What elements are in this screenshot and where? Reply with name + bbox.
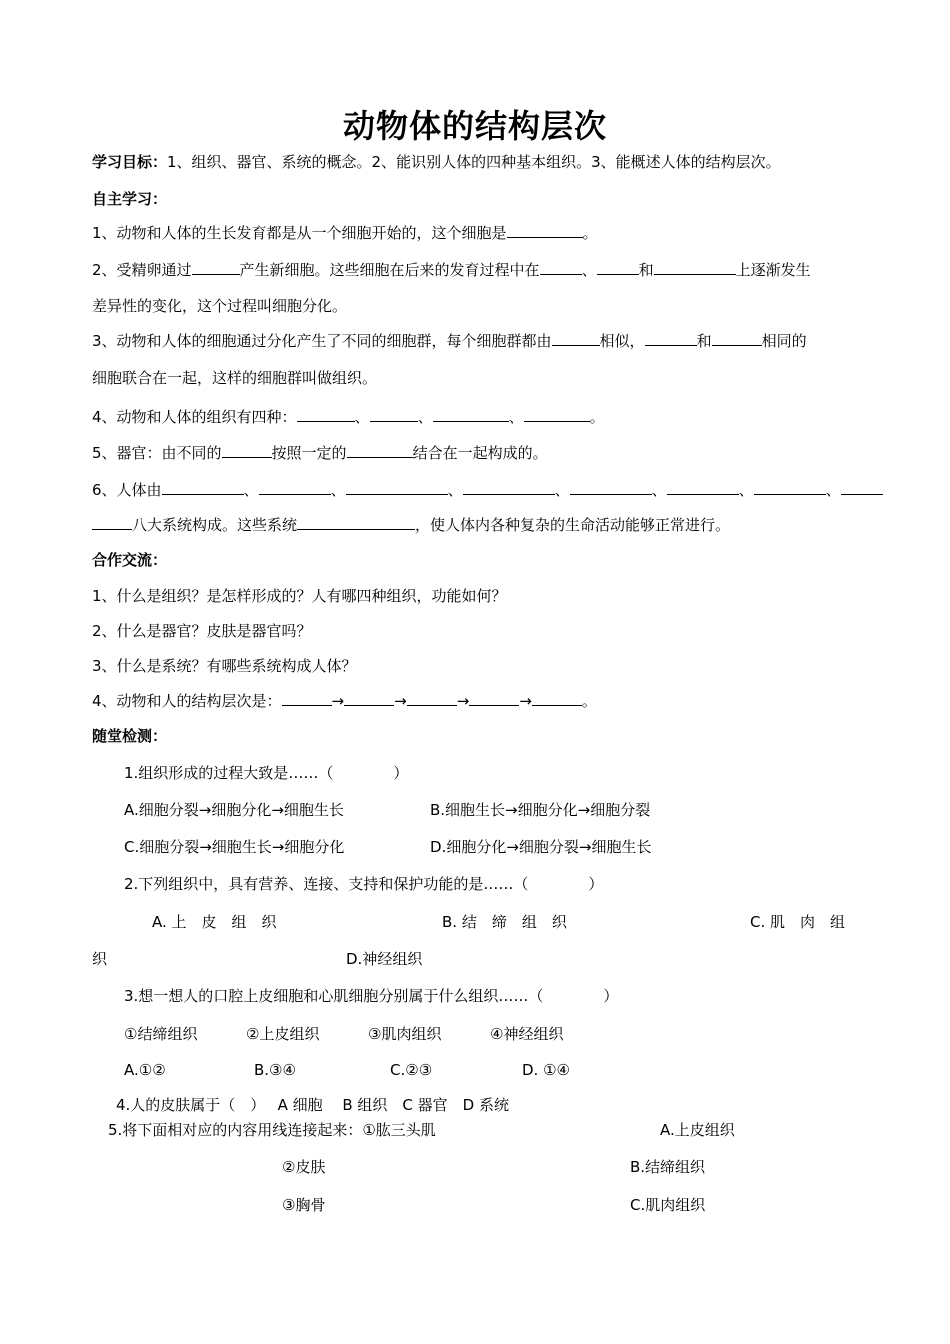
quiz-q2-stem: 2.下列组织中，具有营养、连接、支持和保护功能的是……（ ） — [124, 875, 604, 893]
q1-text: 1、动物和人体的生长发育都是从一个细胞开始的，这个细胞是 — [92, 224, 507, 242]
cooperation-heading: 合作交流： — [92, 551, 168, 569]
quiz-q1-option-a[interactable]: A.细胞分裂→细胞分化→细胞生长 — [124, 801, 344, 819]
sep: 、 — [651, 481, 667, 499]
sep: 、 — [330, 481, 346, 499]
quiz-q2-option-c[interactable]: C. 肌 肉 组 — [750, 913, 846, 931]
blank[interactable] — [507, 222, 583, 238]
blank[interactable] — [597, 259, 639, 275]
quiz-q5-right-3[interactable]: C.肌肉组织 — [630, 1196, 706, 1214]
self-study-q2-line1 — [92, 259, 811, 280]
q5-text-c: 结合在一起构成的。 — [412, 444, 548, 462]
q6-text-a: 6、人体由 — [92, 481, 162, 499]
q2-text-e: 上逐渐发生 — [735, 261, 811, 279]
sep: 、 — [447, 481, 463, 499]
arrow: → — [331, 692, 345, 710]
arrow: → — [394, 692, 407, 710]
blank[interactable] — [754, 479, 826, 495]
q3-and: 和 — [696, 332, 712, 350]
blank[interactable] — [463, 479, 555, 495]
q4-end: 。 — [589, 408, 605, 426]
quiz-q3-option-c[interactable]: C.②③ — [390, 1061, 433, 1079]
sep: 、 — [243, 481, 259, 499]
sep: 、 — [554, 481, 570, 499]
page-title: 动物体的结构层次 — [342, 107, 607, 145]
quiz-q2-option-b[interactable]: B. 结 缔 组 织 — [442, 913, 567, 931]
learning-goals — [92, 152, 781, 172]
q6-text-c: ，使人体内各种复杂的生命活动能够正常进行。 — [415, 516, 731, 534]
quiz-q3-option-a[interactable]: A.①② — [124, 1061, 166, 1079]
quiz-q4: 4.人的皮肤属于（ ） A 细胞 B 组织 C 器官 D 系统 — [116, 1096, 509, 1114]
q1-end: 。 — [582, 224, 598, 242]
blank[interactable] — [347, 442, 413, 458]
quiz-q3-option-b[interactable]: B.③④ — [254, 1061, 296, 1079]
q2-text-b: 产生新细胞。这些细胞在后来的发育过程中在 — [239, 261, 540, 279]
self-study-q5 — [92, 442, 548, 463]
arrow: → — [456, 692, 470, 710]
quiz-q2-option-a[interactable]: A. 上 皮 组 织 — [152, 913, 277, 931]
goals-label: 学习目标： — [92, 153, 168, 171]
blank[interactable] — [346, 479, 448, 495]
blank[interactable] — [222, 442, 272, 458]
cooperation-q2: 2、什么是器官？皮肤是器官吗？ — [92, 622, 312, 640]
sep: 、 — [738, 481, 754, 499]
quiz-q5-left-2[interactable]: ②皮肤 — [282, 1158, 326, 1176]
blank[interactable] — [259, 479, 331, 495]
q2-text-a: 2、受精卵通过 — [92, 261, 192, 279]
q4-text: 4、动物和人体的组织有四种： — [92, 408, 297, 426]
blank[interactable] — [532, 690, 582, 706]
quiz-q1-option-c[interactable]: C.细胞分裂→细胞生长→细胞分化 — [124, 838, 345, 856]
self-study-q4 — [92, 406, 605, 427]
sep: 、 — [417, 408, 433, 426]
blank[interactable] — [540, 259, 582, 275]
q2-sep: 、 — [581, 261, 597, 279]
blank[interactable] — [712, 330, 762, 346]
quiz-q1-option-d[interactable]: D.细胞分化→细胞分裂→细胞生长 — [430, 838, 652, 856]
sep: 、 — [354, 408, 370, 426]
q3-text-b: 相似， — [599, 332, 645, 350]
blank[interactable] — [469, 690, 519, 706]
goals-text: 1、组织、器官、系统的概念。2、能识别人体的四种基本组织。3、能概述人体的结构层次。 — [167, 153, 781, 171]
blank[interactable] — [192, 259, 240, 275]
self-study-q6-line2 — [92, 514, 730, 535]
blank[interactable] — [92, 514, 132, 530]
q5-text-a: 5、器官：由不同的 — [92, 444, 222, 462]
coop-q4-text: 4、动物和人的结构层次是： — [92, 692, 282, 710]
quiz-q5-left-3[interactable]: ③胸骨 — [282, 1196, 326, 1214]
blank[interactable] — [297, 514, 415, 530]
quiz-heading: 随堂检测： — [92, 727, 168, 745]
blank[interactable] — [552, 330, 600, 346]
blank[interactable] — [645, 330, 697, 346]
q3-text-a: 3、动物和人体的细胞通过分化产生了不同的细胞群，每个细胞群都由 — [92, 332, 552, 350]
q5-text-b: 按照一定的 — [271, 444, 347, 462]
blank[interactable] — [841, 479, 883, 495]
blank[interactable] — [282, 690, 332, 706]
cooperation-q1: 1、什么是组织？是怎样形成的？人有哪四种组织，功能如何？ — [92, 587, 507, 605]
blank[interactable] — [162, 479, 244, 495]
self-study-q3-line2: 细胞联合在一起，这样的细胞群叫做组织。 — [92, 369, 378, 387]
cooperation-q3: 3、什么是系统？有哪些系统构成人体？ — [92, 657, 357, 675]
q3-text-d: 相同的 — [761, 332, 807, 350]
q2-and: 和 — [638, 261, 654, 279]
blank[interactable] — [654, 259, 736, 275]
sep: 、 — [508, 408, 524, 426]
coop-q4-end: 。 — [581, 692, 597, 710]
quiz-q3-stem: 3.想一想人的口腔上皮细胞和心肌细胞分别属于什么组织……（ ） — [124, 987, 619, 1005]
quiz-q3-option-d[interactable]: D. ①④ — [522, 1061, 570, 1079]
quiz-q3-item-4: ④神经组织 — [490, 1025, 564, 1043]
arrow: → — [519, 692, 532, 710]
blank[interactable] — [524, 406, 590, 422]
blank[interactable] — [407, 690, 457, 706]
sep: 、 — [825, 481, 841, 499]
q6-text-b: 八大系统构成。这些系统 — [132, 516, 298, 534]
self-study-q1 — [92, 222, 598, 243]
blank[interactable] — [570, 479, 652, 495]
blank[interactable] — [370, 406, 418, 422]
quiz-q1-option-b[interactable]: B.细胞生长→细胞分化→细胞分裂 — [430, 801, 651, 819]
quiz-q5-right-2[interactable]: B.结缔组织 — [630, 1158, 706, 1176]
self-study-q2-line2: 差异性的变化，这个过程叫细胞分化。 — [92, 297, 348, 315]
blank[interactable] — [344, 690, 394, 706]
quiz-q3-item-1: ①结缔组织 — [124, 1025, 198, 1043]
quiz-q2-option-d[interactable]: D.神经组织 — [346, 950, 423, 968]
blank[interactable] — [433, 406, 509, 422]
quiz-q5-stem: 5.将下面相对应的内容用线连接起来：①肱三头肌 — [108, 1121, 436, 1139]
quiz-q3-item-2: ②上皮组织 — [246, 1025, 320, 1043]
cooperation-q4 — [92, 690, 597, 711]
self-study-q6-line1 — [92, 479, 883, 500]
blank[interactable] — [667, 479, 739, 495]
quiz-q5-right-1[interactable]: A.上皮组织 — [660, 1121, 735, 1139]
self-study-heading: 自主学习： — [92, 190, 168, 208]
quiz-q1-stem: 1.组织形成的过程大致是……（ ） — [124, 764, 409, 782]
quiz-q3-item-3: ③肌肉组织 — [368, 1025, 442, 1043]
blank[interactable] — [297, 406, 355, 422]
quiz-q2-option-c-cont: 织 — [92, 950, 108, 968]
self-study-q3-line1 — [92, 330, 807, 351]
